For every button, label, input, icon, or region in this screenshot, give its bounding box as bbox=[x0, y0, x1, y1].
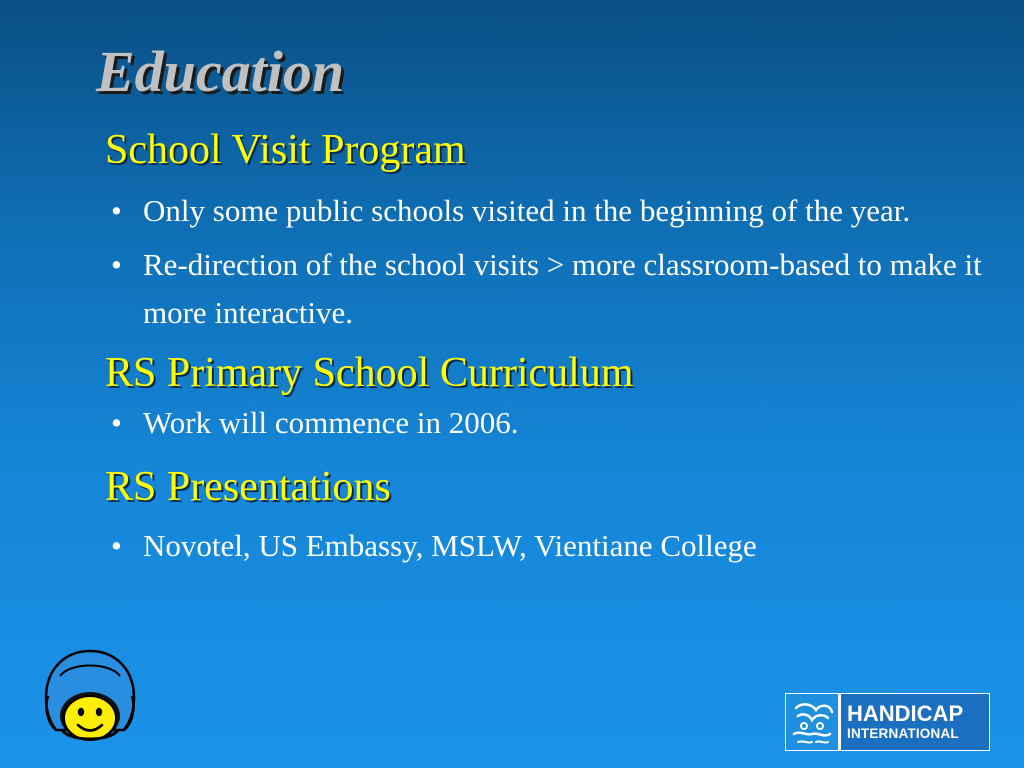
slide-content bbox=[105, 124, 995, 570]
bullet-list-rs-presentations bbox=[105, 522, 995, 570]
bullet-list-school-visit-program bbox=[105, 187, 995, 337]
section-heading-rs-presentations: RS Presentations bbox=[105, 464, 391, 510]
bullet-text: Novotel, US Embassy, MSLW, Vientiane College bbox=[143, 527, 757, 563]
handicap-international-logo bbox=[785, 693, 990, 751]
bullet-marker: • bbox=[111, 246, 122, 282]
bullet-item bbox=[105, 522, 995, 570]
logo-line-2: INTERNATIONAL bbox=[847, 726, 959, 741]
bullet-marker: • bbox=[111, 405, 122, 440]
slide-title: Education bbox=[96, 39, 345, 104]
handicap-international-hands-icon bbox=[786, 694, 838, 750]
bullet-text: Work will commence in 2006. bbox=[143, 405, 519, 440]
bullet-list-rs-primary-school-curriculum bbox=[105, 399, 995, 447]
logo-wordmark bbox=[841, 694, 989, 750]
bullet-item bbox=[105, 187, 995, 235]
bullet-text: Re-direction of the school visits > more classroom-based to make it more interactive. bbox=[143, 246, 982, 330]
bullet-item bbox=[105, 399, 995, 447]
bullet-marker: • bbox=[111, 527, 122, 563]
bullet-marker: • bbox=[111, 192, 122, 228]
bullet-text: Only some public schools visited in the beginning of the year. bbox=[143, 192, 911, 228]
section-heading-rs-primary-school-curriculum: RS Primary School Curriculum bbox=[105, 349, 634, 396]
bullet-item bbox=[105, 241, 995, 337]
helmet-face-mascot-icon bbox=[40, 648, 140, 748]
logo-line-1: HANDICAP bbox=[847, 701, 964, 726]
section-heading-school-visit-program: School Visit Program bbox=[105, 127, 466, 173]
